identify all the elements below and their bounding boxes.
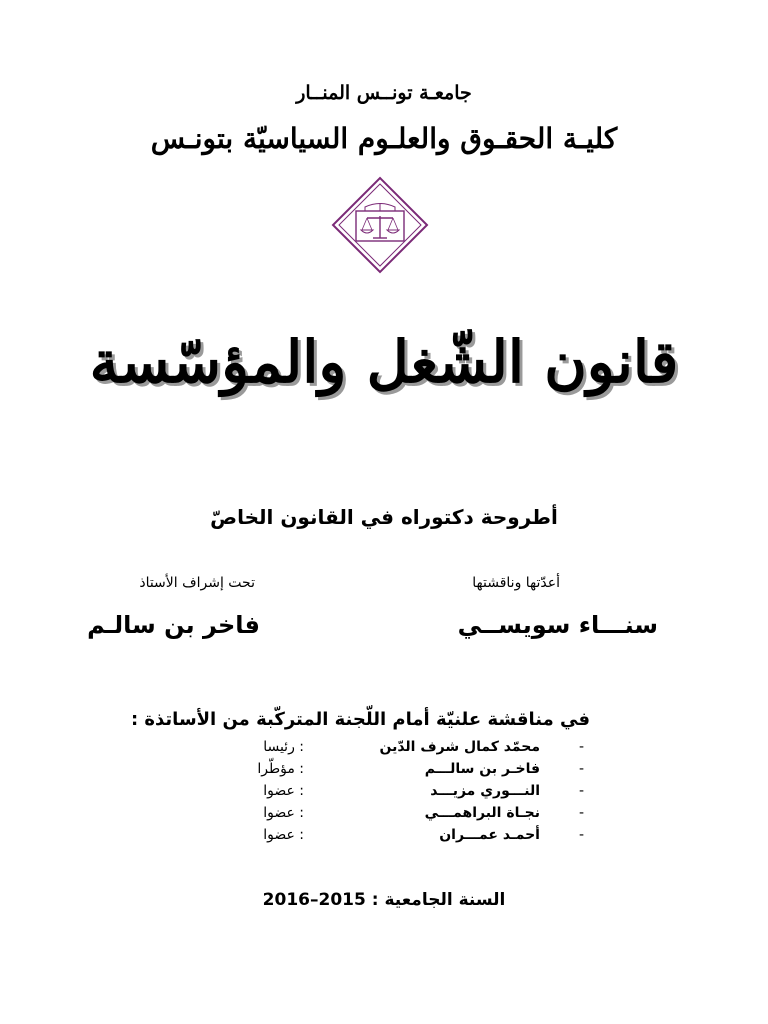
author-label: أعدّتها وناقشتها [472,575,560,591]
committee-member-row [164,805,584,827]
committee-intro: في مناقشة علنيّة أمام اللّجنة المتركّبة من الأساتذة : [130,709,590,730]
list-dash: - [578,739,584,755]
author-name: سنـــاء سويســي [457,611,658,639]
committee-member-row [164,739,584,761]
member-name: فاخـر بن سالـــم [424,761,540,777]
committee-member-row [164,783,584,805]
committee-member-row [164,761,584,783]
academic-year: السنة الجامعية : 2015–2016 [262,890,506,910]
member-name: محمّد كمال شرف الدّين [379,739,540,755]
committee-member-row [164,827,584,849]
member-name: نجـاة البراهمـــي [424,805,540,821]
thesis-subtitle: أطروحة دكتوراه في القانون الخاصّ [210,505,558,529]
thesis-title: قانون الشّغل والمؤسّسة [89,328,679,396]
scales-of-justice-book-emblem-icon [331,176,429,274]
member-role: : عضوا [263,783,304,799]
list-dash: - [578,783,584,799]
member-name: أحمـد عمـــران [439,827,540,843]
member-name: النـــوري مزيـــد [430,783,540,799]
member-role: : مؤطّرا [257,761,304,777]
supervisor-name: فاخر بن سالـم [87,611,260,639]
supervisor-label: تحت إشراف الأستاذ [139,575,255,591]
member-role: : رئيسا [263,739,304,755]
member-role: : عضوا [263,805,304,821]
university-name: جامعـة تونــس المنــار [296,82,472,104]
list-dash: - [578,827,584,843]
faculty-name: كليـة الحقـوق والعلـوم السياسيّة بتونـس [150,122,618,155]
list-dash: - [578,805,584,821]
member-role: : عضوا [263,827,304,843]
committee-list [164,739,584,849]
list-dash: - [578,761,584,777]
